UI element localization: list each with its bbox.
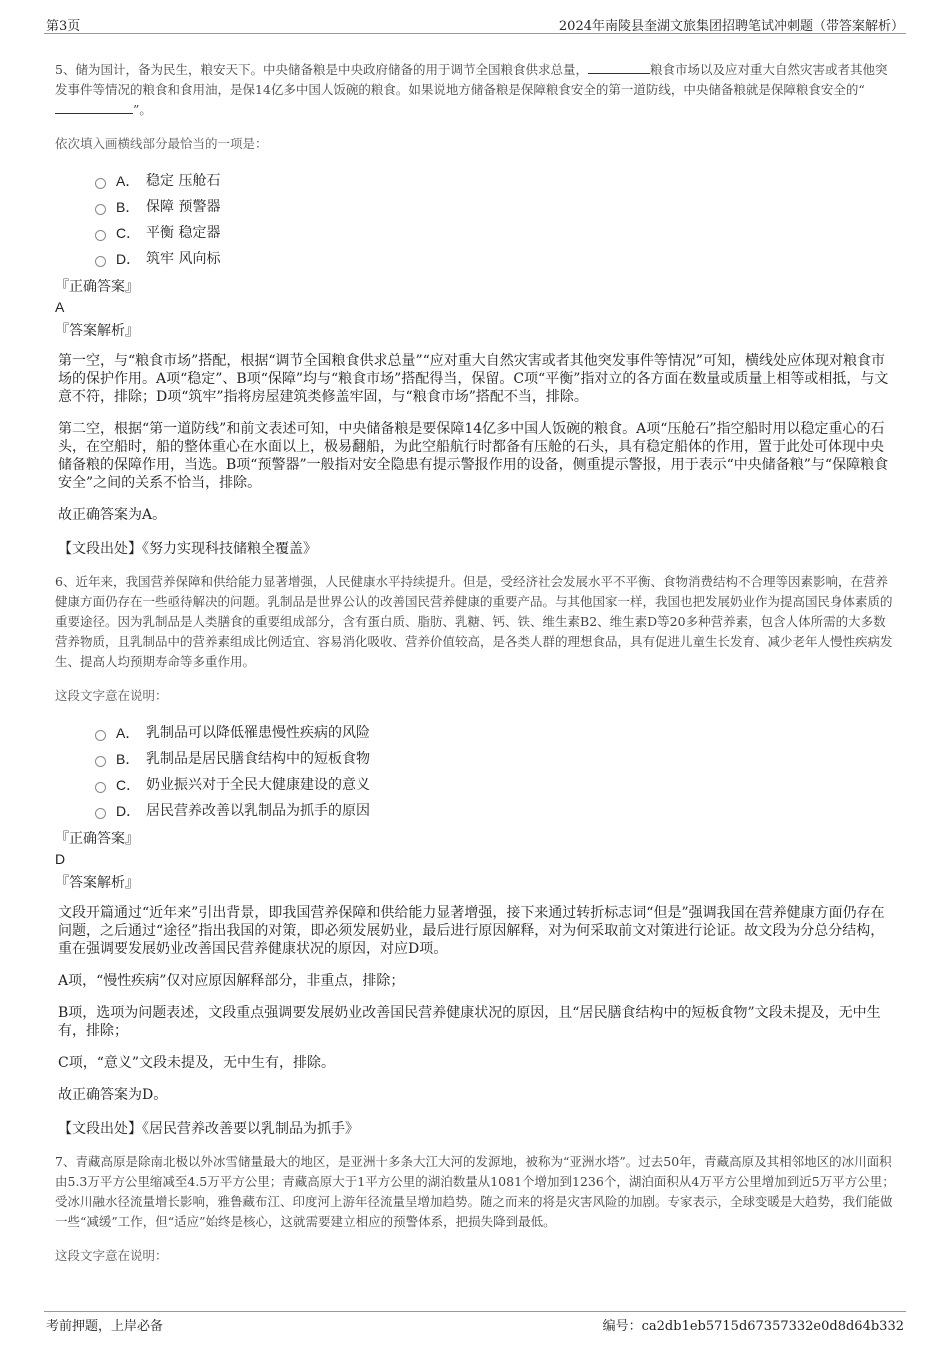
radio-icon[interactable] — [95, 808, 106, 819]
analysis-paragraph: 故正确答案为A。 — [58, 507, 167, 523]
analysis-text — [58, 904, 897, 1104]
page-header — [44, 13, 906, 34]
analysis-label: 『答案解析』 — [55, 323, 139, 339]
analysis-paragraph: A项，“慢性疾病”仅对应原因解释部分，非重点，排除； — [58, 973, 405, 989]
question-stem: 7、青藏高原是除南北极以外冰雪储量最大的地区，是亚洲十多条大江大河的发源地，被称为“亚洲水塔”。过去50年，青藏高原及其相邻地区的冰川面积由5.3万平方公里缩减至4.5万平方公里；青藏高原大于1平方公里的湖泊数量从1081个增加到1236个，湖泊面积从4万平方公里增加到近5万平方公里；受冰川融水径流量增长影响，雅鲁藏布江、印度河上游年径流量呈增加趋势。随之而来的将是灾害风险的加剧。专家表示，全球变暖是大趋势，我们能做一些“减缓”工作，但“适应”始终是核心，这就需要建立相应的预警体系，把损失降到最低。 — [55, 1154, 895, 1229]
answer-label: 『正确答案』 — [55, 831, 139, 847]
radio-icon[interactable] — [95, 230, 106, 241]
question-prompt: 依次填入画横线部分最恰当的一项是： — [55, 136, 268, 151]
option-list — [95, 720, 897, 824]
analysis-paragraph: 第二空，根据“第一道防线”和前文表述可知，中央储备粮是要保障14亿多中国人饭碗的粮食。A项“压舱石”指空船时用以稳定重心的石头，在空船时，船的整体重心在水面以上，极易翻船，为此空船航行时都备有压舱的石头，具有稳定船体的作用，置于此处可体现中央储备粮的保障作用，当选。B项“预警器”一般指对安全隐患有提示警报作用的设备，侧重提示警报，用于表示“中央储备粮”与“保障粮食安全”之间的关系不恰当，排除。 — [58, 421, 889, 491]
analysis-text — [58, 352, 897, 524]
analysis-paragraph: 故正确答案为D。 — [58, 1087, 168, 1103]
option-d[interactable]: D． 筑牢 风向标 — [95, 246, 897, 272]
question-5 — [55, 60, 897, 558]
radio-icon[interactable] — [95, 730, 106, 741]
passage-source: 【文段出处】《居民营养改善要以乳制品为抓手》 — [58, 1121, 359, 1137]
analysis-paragraph: C项，“意义”文段未提及，无中生有，排除。 — [58, 1055, 336, 1071]
radio-icon[interactable] — [95, 756, 106, 767]
option-c[interactable]: C． 平衡 稳定器 — [95, 220, 897, 246]
radio-icon[interactable] — [95, 204, 106, 215]
analysis-paragraph: 文段开篇通过“近年来”引出背景，即我国营养保障和供给能力显著增强，接下来通过转折标志词“但是”强调我国在营养健康方面仍存在问题，之后通过“途径”指出我国的对策，即必须发展奶业，最后进行原因解释，对为何采取前文对策进行论证。故文段为分总分结构，重在强调要发展奶业改善国民营养健康状况的原因，对应D项。 — [58, 905, 885, 957]
option-b[interactable]: B． 保障 预警器 — [95, 194, 897, 220]
page-footer — [44, 1311, 906, 1334]
radio-icon[interactable] — [95, 178, 106, 189]
fill-blank — [588, 61, 650, 74]
correct-answer: D — [55, 851, 66, 867]
radio-icon[interactable] — [95, 256, 106, 267]
question-stem: 5、储为国计，备为民生，粮安天下。中央储备粮是中央政府储备的用于调节全国粮食供求总量， 粮食市场以及应对重大自然灾害或者其他突发事件等情况的粮食和食用油，是保14亿多中国人饭碗的粮食。如果说地方储备粮是保障粮食安全的第一道防线，中央储备粮就是保障粮食安全的“”。 — [55, 62, 888, 117]
question-7 — [55, 1152, 897, 1266]
option-a[interactable]: A． 乳制品可以降低罹患慢性疾病的风险 — [95, 720, 897, 746]
correct-answer: A — [55, 299, 65, 315]
footer-slogan: 考前押题，上岸必备 — [46, 1319, 164, 1334]
document-id: 编号：ca2db1eb5715d67357332e0d8d64b332 — [602, 1319, 904, 1334]
page-number: 第3页 — [46, 19, 81, 34]
analysis-label: 『答案解析』 — [55, 875, 139, 891]
analysis-paragraph: B项，选项为问题表述，文段重点强调要发展奶业改善国民营养健康状况的原因，且“居民膳食结构中的短板食物”文段未提及，无中生有，排除； — [58, 1005, 881, 1039]
answer-label: 『正确答案』 — [55, 279, 139, 295]
radio-icon[interactable] — [95, 782, 106, 793]
fill-blank — [55, 101, 133, 114]
option-b[interactable]: B． 乳制品是居民膳食结构中的短板食物 — [95, 746, 897, 772]
document-body — [55, 60, 897, 1266]
passage-source: 【文段出处】《努力实现科技储粮全覆盖》 — [58, 541, 317, 557]
question-prompt: 这段文字意在说明： — [55, 1248, 168, 1263]
option-c[interactable]: C． 奶业振兴对于全民大健康建设的意义 — [95, 772, 897, 798]
analysis-paragraph: 第一空，与“粮食市场”搭配，根据“调节全国粮食供求总量”“应对重大自然灾害或者其他突发事件等情况”可知，横线处应体现对粮食市场的保护作用。A项“稳定”、B项“保障”均与“粮食市场”搭配得当，保留。C项“平衡”指对立的各方面在数量或质量上相等或相抵，与文意不符，排除；D项“筑牢”指将房屋建筑类修盖牢固，与“粮食市场”搭配不当，排除。 — [58, 353, 889, 405]
option-d[interactable]: D． 居民营养改善以乳制品为抓手的原因 — [95, 798, 897, 824]
question-stem: 6、近年来，我国营养保障和供给能力显著增强，人民健康水平持续提升。但是，受经济社会发展水平不平衡、食物消费结构不合理等因素影响，在营养健康方面仍存在一些亟待解决的问题。乳制品是世界公认的改善国民营养健康的重要产品。与其他国家一样，我国也把发展奶业作为提高国民身体素质的重要途径。因为乳制品是人类膳食的重要组成部分，含有蛋白质、脂肪、乳糖、钙、铁、维生素B2、维生素D等20多种营养素，包含人体所需的大多数营养物质，且乳制品中的营养素组成比例适宜、容易消化吸收、营养价值较高，是各类人群的理想食品，具有促进儿童生长发育、减少老年人慢性疾病发生、提高人均预期寿命等多重作用。 — [55, 574, 893, 669]
option-a[interactable]: A． 稳定 压舱石 — [95, 168, 897, 194]
question-6 — [55, 572, 897, 1138]
document-title: 2024年南陵县奎湖文旅集团招聘笔试冲刺题（带答案解析） — [558, 19, 904, 34]
option-list — [95, 168, 897, 272]
question-prompt: 这段文字意在说明： — [55, 688, 168, 703]
